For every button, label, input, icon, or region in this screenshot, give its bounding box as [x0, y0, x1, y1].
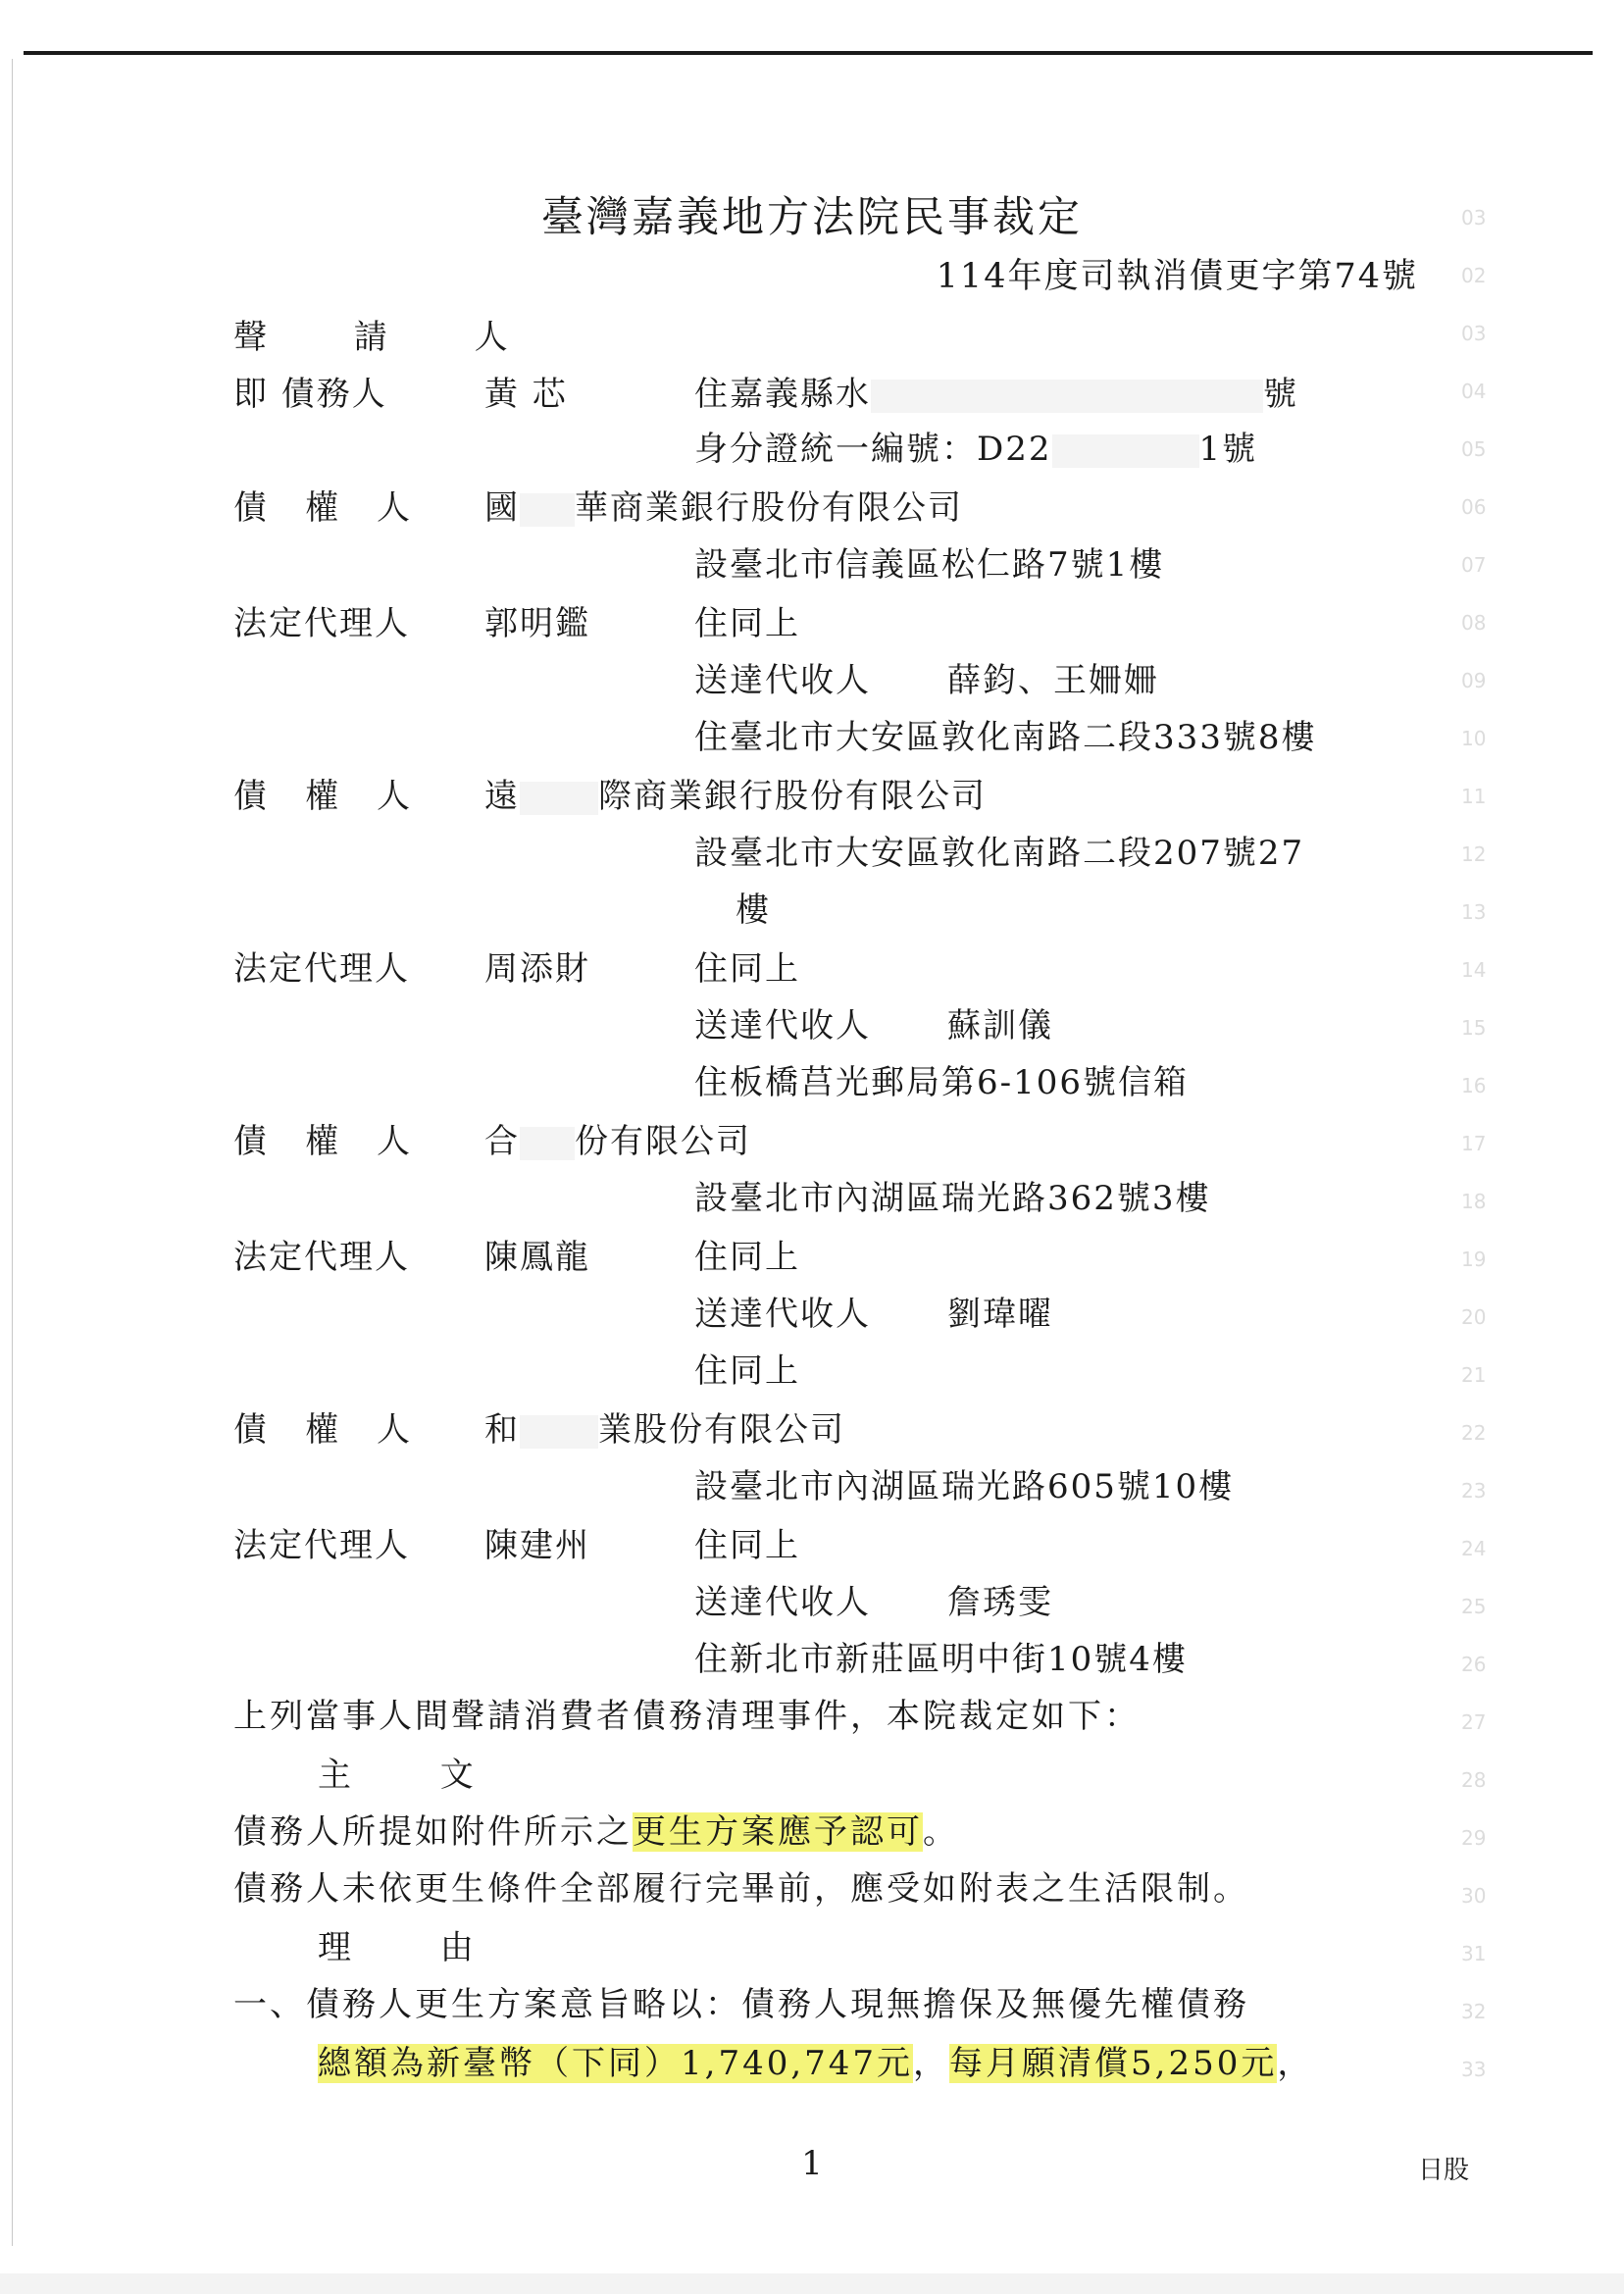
- redaction-block: [520, 1127, 575, 1160]
- agent-row: [0, 1287, 1471, 1344]
- line-number: 21: [1461, 1363, 1487, 1387]
- creditor-name-end: 份有限公司: [575, 1122, 751, 1161]
- line-number: 13: [1461, 900, 1487, 924]
- redaction-block: [1052, 434, 1199, 468]
- agent-label: 送達代收人: [694, 1583, 871, 1622]
- line-number: 16: [1461, 1074, 1487, 1097]
- rep-row: [0, 942, 1471, 998]
- creditor-row: [0, 1402, 1471, 1459]
- line-number: 06: [1461, 495, 1487, 519]
- line-number: 15: [1461, 1016, 1487, 1040]
- creditor-name-start: 遠: [484, 777, 520, 816]
- line-number: 26: [1461, 1653, 1487, 1676]
- line-number: 07: [1461, 553, 1487, 577]
- agent-row: [0, 998, 1471, 1055]
- creditor-address: 設臺北市內湖區瑞光路362號3樓: [694, 1179, 1211, 1218]
- agent-label: 送達代收人: [694, 1006, 871, 1045]
- creditor-row: [0, 481, 1471, 537]
- debtor-id-label: 身分證統一編號：D22: [694, 430, 1052, 469]
- rep-name: 郭明鑑: [484, 604, 590, 643]
- line-number: 25: [1461, 1595, 1487, 1618]
- line-number: 29: [1461, 1826, 1487, 1850]
- debtor-id: [694, 422, 1257, 470]
- creditor-role: 債權人: [233, 1122, 448, 1161]
- rep-role: 法定代理人: [233, 1238, 410, 1277]
- line-number: 17: [1461, 1132, 1487, 1155]
- applicant-row: [0, 310, 1471, 367]
- debtor-row: [0, 367, 1471, 424]
- line-number: 12: [1461, 842, 1487, 866]
- creditor-address-row: [0, 537, 1471, 594]
- line-number: 05: [1461, 437, 1487, 461]
- line-number: 23: [1461, 1479, 1487, 1503]
- debtor-address: [694, 367, 1298, 415]
- creditor-address-cont: 樓: [736, 891, 771, 930]
- agent-address-row: [0, 710, 1471, 767]
- reason-heading: 理 由: [318, 1928, 513, 1967]
- agent-address-row: [0, 1344, 1471, 1401]
- line-number: 03: [1461, 322, 1487, 345]
- applicant-label: 聲 請 人: [233, 318, 546, 357]
- creditor-name: [484, 769, 987, 817]
- line-number: 18: [1461, 1190, 1487, 1213]
- agent-name: 薛鈞、王姍姍: [947, 661, 1159, 700]
- line-number: 19: [1461, 1248, 1487, 1271]
- rep-address: 住同上: [694, 1526, 800, 1565]
- line-number: 08: [1461, 611, 1487, 635]
- redaction-block: [520, 1415, 598, 1449]
- agent-address-row: [0, 1632, 1471, 1689]
- creditor-role: 債權人: [233, 1410, 448, 1450]
- rep-row: [0, 596, 1471, 653]
- rep-role: 法定代理人: [233, 1526, 410, 1565]
- page-number: 1: [801, 2144, 823, 2183]
- creditor-name: [484, 1402, 845, 1451]
- reason-1: 一、債務人更生方案意旨略以：債務人現無擔保及無優先權債務: [233, 1985, 1249, 2024]
- line-number: 20: [1461, 1305, 1487, 1329]
- division-stamp: 日股: [1418, 2156, 1470, 2185]
- debtor-address-end: 號: [1263, 375, 1298, 414]
- creditor-address-cont-row: [0, 883, 1471, 940]
- reason-1-end: ，: [1277, 2044, 1314, 2083]
- line-number: 33: [1461, 2058, 1487, 2081]
- line-number: 32: [1461, 2000, 1487, 2023]
- agent-address: 住同上: [694, 1351, 800, 1391]
- agent-address-row: [0, 1055, 1471, 1112]
- line-number: 04: [1461, 380, 1487, 403]
- agent-address: 住板橋莒光郵局第6-106號信箱: [694, 1063, 1190, 1102]
- line-number: 30: [1461, 1884, 1487, 1908]
- rep-role: 法定代理人: [233, 604, 410, 643]
- reason-1-total-highlight: 總額為新臺幣（下同）1,740,747元: [318, 2044, 914, 2083]
- line-number: 11: [1461, 785, 1487, 808]
- reason-1-mid: ，: [913, 2044, 950, 2083]
- creditor-address-row: [0, 1171, 1471, 1228]
- agent-row: [0, 653, 1471, 710]
- scan-bottom-edge: [0, 2273, 1624, 2294]
- creditor-name-start: 和: [484, 1410, 520, 1450]
- agent-address: 住臺北市大安區敦化南路二段333號8樓: [694, 718, 1317, 757]
- main-heading: 主 文: [318, 1756, 513, 1795]
- creditor-name: [484, 481, 963, 529]
- debtor-role: 即 債務人: [233, 375, 387, 414]
- agent-name: 劉瑋曜: [947, 1295, 1053, 1334]
- rep-row: [0, 1518, 1471, 1575]
- line-number: 02: [1461, 264, 1487, 287]
- line-number: 28: [1461, 1768, 1487, 1792]
- redaction-block: [520, 493, 575, 527]
- ruling-1-post: 。: [923, 1812, 959, 1852]
- creditor-name-end: 華商業銀行股份有限公司: [575, 488, 963, 528]
- creditor-name: [484, 1114, 751, 1162]
- creditor-address: 設臺北市信義區松仁路7號1樓: [694, 545, 1165, 585]
- agent-name: 蘇訓儀: [947, 1006, 1053, 1045]
- creditor-address-row: [0, 1459, 1471, 1516]
- rep-name: 陳鳳龍: [484, 1238, 590, 1277]
- line-number: 24: [1461, 1537, 1487, 1560]
- rep-role: 法定代理人: [233, 949, 410, 989]
- agent-name: 詹琇雯: [947, 1583, 1053, 1622]
- debtor-name: 黃 芯: [484, 375, 568, 414]
- agent-label: 送達代收人: [694, 1295, 871, 1334]
- creditor-address: 設臺北市內湖區瑞光路605號10樓: [694, 1467, 1235, 1506]
- ruling-2: 債務人未依更生條件全部履行完畢前，應受如附表之生活限制。: [233, 1869, 1249, 1909]
- rep-address: 住同上: [694, 1238, 800, 1277]
- rep-address: 住同上: [694, 604, 800, 643]
- reason-1-monthly-highlight: 每月願清償5,250元: [949, 2044, 1278, 2083]
- creditor-name-end: 際商業銀行股份有限公司: [598, 777, 987, 816]
- top-border-line: [24, 51, 1593, 55]
- line-number: 22: [1461, 1421, 1487, 1445]
- line-number: 27: [1461, 1710, 1487, 1734]
- reason-1-cont: [318, 2036, 1313, 2084]
- rep-name: 陳建州: [484, 1526, 590, 1565]
- creditor-name-end: 業股份有限公司: [598, 1410, 845, 1450]
- redaction-block: [520, 782, 598, 815]
- debtor-id-row: [0, 422, 1471, 479]
- creditor-address-row: [0, 826, 1471, 883]
- debtor-id-end: 1號: [1198, 430, 1258, 469]
- agent-label: 送達代收人: [694, 661, 871, 700]
- line-number: 09: [1461, 669, 1487, 692]
- rep-address: 住同上: [694, 949, 800, 989]
- creditor-name-start: 國: [484, 488, 520, 528]
- creditor-row: [0, 1114, 1471, 1171]
- rep-row: [0, 1230, 1471, 1287]
- creditor-role: 債權人: [233, 777, 448, 816]
- ruling-1: [233, 1805, 959, 1853]
- agent-row: [0, 1575, 1471, 1632]
- redaction-block: [871, 380, 1263, 413]
- ruling-1-pre: 債務人所提如附件所示之: [233, 1812, 633, 1852]
- line-number: 10: [1461, 727, 1487, 750]
- agent-address: 住新北市新莊區明中街10號4樓: [694, 1640, 1188, 1679]
- line-number: 31: [1461, 1942, 1487, 1965]
- intro-paragraph: 上列當事人間聲請消費者債務清理事件，本院裁定如下：: [233, 1697, 1141, 1736]
- case-number: 114年度司執消債更字第74號: [936, 257, 1418, 296]
- document-title: 臺灣嘉義地方法院民事裁定: [541, 193, 1083, 242]
- creditor-row: [0, 769, 1471, 826]
- line-number: 14: [1461, 958, 1487, 982]
- rep-name: 周添財: [484, 949, 590, 989]
- creditor-name-start: 合: [484, 1122, 520, 1161]
- ruling-1-highlight: 更生方案應予認可: [633, 1812, 923, 1852]
- creditor-role: 債權人: [233, 488, 448, 528]
- line-number: 03: [1461, 206, 1487, 229]
- creditor-address: 設臺北市大安區敦化南路二段207號27: [694, 834, 1305, 873]
- debtor-address-text: 住嘉義縣水: [694, 375, 871, 414]
